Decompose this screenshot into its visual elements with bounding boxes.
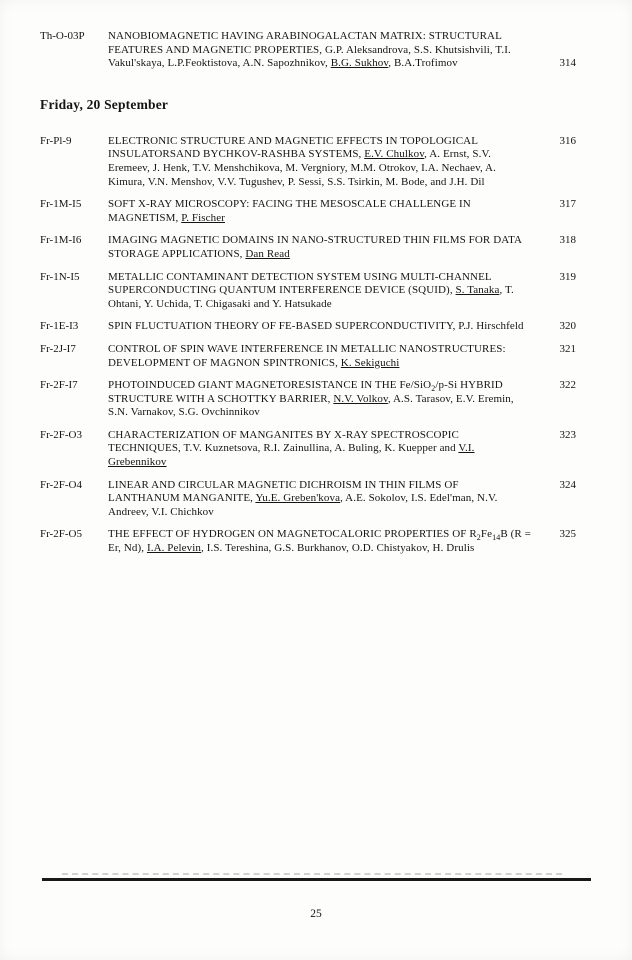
entry-text-segment: CHARACTERIZATION OF MANGANITES BY X-RAY SPECTROSCOPIC TECHNIQUES, T.V. Kuznetsova, R.I. Zainullina, A. Buling, K. Kuepper and — [108, 428, 459, 455]
entry-code: Fr-Pl-9 — [40, 134, 72, 147]
program-entry — [40, 528, 576, 555]
program-entry — [40, 271, 576, 312]
entry-page-number: 322 — [559, 379, 576, 392]
entry-code: Fr-2F-I7 — [40, 379, 78, 392]
program-entry — [40, 320, 576, 334]
entry-text — [108, 320, 540, 334]
entry-author-underlined: P. Fischer — [181, 211, 225, 224]
entry-text-segment: CONTROL OF SPIN WAVE INTERFERENCE IN METALLIC NANOSTRUCTURES: DEVELOPMENT OF MAGNON SPINTRONICS, — [108, 342, 506, 369]
entry-text-segment: LINEAR AND CIRCULAR MAGNETIC DICHROISM IN THIN FILMS OF LANTHANUM MANGANITE, — [108, 478, 459, 505]
entry-page-number: 321 — [559, 342, 576, 355]
entry-text-segment: THE EFFECT OF HYDROGEN ON MAGNETOCALORIC PROPERTIES OF R — [108, 528, 477, 541]
entry-text-segment: , T. Ohtani, Y. Uchida, T. Chigasaki and Y. Hatsukade — [108, 284, 514, 310]
footer-rule — [42, 878, 591, 881]
entry-text — [108, 343, 540, 370]
entry-text — [108, 379, 540, 420]
entry-text-segment: SOFT X-RAY MICROSCOPY: FACING THE MESOSCALE CHALLENGE IN MAGNETISM, — [108, 198, 471, 224]
entry-text-segment: NANOBIOMAGNETIC HAVING ARABINOGALACTAN MATRIX: STRUCTURAL FEATURES AND MAGNETIC PROPERTIES, G.P. Aleksandrova, S.S. Khutsishvili, T.I. Vakul'skaya, L.P.Feoktistova, A.N. Sapozhnikov, — [108, 30, 511, 70]
entry-text-segment: B (R = Er, Nd), — [108, 528, 531, 555]
entry-author-underlined: I.A. Pelevin — [146, 542, 202, 555]
entry-text — [108, 271, 540, 312]
entry-author-underlined: Dan Read — [245, 247, 290, 260]
entry-text — [108, 30, 540, 71]
entry-code: Fr-2F-O5 — [40, 528, 82, 541]
entry-text — [108, 198, 540, 225]
entry-subscript: 14 — [492, 533, 501, 543]
entry-text-segment: IMAGING MAGNETIC DOMAINS IN NANO-STRUCTURED THIN FILMS FOR DATA STORAGE APPLICATIONS, — [108, 234, 522, 260]
entry-text-segment: /p-Si HYBRID STRUCTURE WITH A SCHOTTKY BARRIER, — [108, 379, 503, 405]
program-entry — [40, 198, 576, 225]
entry-text — [108, 234, 540, 261]
entry-text-segment: SPIN FLUCTUATION THEORY OF FE-BASED SUPERCONDUCTIVITY, P.J. Hirschfeld — [108, 320, 524, 333]
entry-page-number: 317 — [559, 198, 576, 211]
entry-page-number: 320 — [559, 320, 576, 333]
entry-author-underlined: N.V. Volkov — [333, 392, 388, 405]
program-entry — [40, 429, 576, 470]
entry-code: Fr-1E-I3 — [40, 320, 79, 333]
entry-text-segment: Fe — [480, 528, 493, 541]
entry-page-number: 316 — [559, 134, 576, 147]
entry-text-segment: , A.S. Tarasov, E.V. Eremin, S.N. Varnakov, S.G. Ovchinnikov — [108, 392, 514, 419]
entry-code: Fr-2F-O3 — [40, 428, 82, 441]
entry-code: Fr-1M-I5 — [40, 198, 82, 211]
program-entry — [40, 479, 576, 520]
entry-author-underlined: K. Sekiguchi — [340, 356, 400, 369]
entry-text-segment: PHOTOINDUCED GIANT MAGNETORESISTANCE IN THE Fe/SiO — [108, 379, 432, 392]
entries-before-heading — [40, 30, 576, 71]
entry-text-segment: , A.E. Sokolov, I.S. Edel'man, N.V. Andreev, V.I. Chichkov — [108, 492, 498, 518]
entry-text — [108, 479, 540, 520]
entry-page-number: 323 — [559, 428, 576, 441]
entry-subscript: 2 — [431, 384, 436, 394]
entry-author-underlined: B.G. Sukhov — [330, 57, 389, 70]
entry-text-segment: , I.S. Tereshina, G.S. Burkhanov, O.D. Chistyakov, H. Drulis — [201, 542, 475, 555]
entry-text-segment: ELECTRONIC STRUCTURE AND MAGNETIC EFFECTS IN TOPOLOGICAL INSULATORSAND BYCHKOV-RASHBA SYSTEMS, — [108, 134, 478, 161]
entry-code: Fr-1M-I6 — [40, 234, 82, 247]
section-heading-date: Friday, 20 September — [40, 96, 169, 112]
entry-code: Fr-2J-I7 — [40, 342, 76, 355]
entry-author-underlined: E.V. Chulkov — [364, 148, 425, 161]
entry-text — [108, 429, 540, 470]
entry-code: Fr-2F-O4 — [40, 478, 82, 491]
entry-page-number: 325 — [559, 528, 576, 541]
program-entry — [40, 379, 576, 420]
entry-text-segment: METALLIC CONTAMINANT DETECTION SYSTEM USING MULTI-CHANNEL SUPERCONDUCTING QUANTUM INTERFERENCE DEVICE (SQUID), — [108, 270, 492, 297]
entry-page-number: 324 — [559, 478, 576, 491]
program-entry — [40, 343, 576, 370]
entry-author-underlined: Yu.E. Greben'kova — [255, 492, 341, 505]
entry-text — [108, 135, 540, 189]
entry-page-number: 318 — [559, 234, 576, 247]
entry-code: Th-O-03P — [40, 30, 85, 42]
entries-friday — [40, 135, 576, 556]
entry-author-underlined: V.I. Grebennikov — [108, 442, 475, 469]
program-entry — [40, 30, 576, 71]
page-number: 25 — [310, 908, 322, 920]
entry-page-number: 319 — [559, 270, 576, 283]
entry-subscript: 2 — [476, 533, 481, 543]
program-entry — [40, 135, 576, 189]
entry-text-segment: , B.A.Trofimov — [388, 57, 458, 70]
program-entry — [40, 234, 576, 261]
entry-author-underlined: S. Tanaka — [455, 284, 500, 297]
entry-text — [108, 528, 540, 555]
entry-page-number: 314 — [559, 57, 576, 70]
entry-text-segment: , A. Ernst, S.V. Eremeev, J. Henk, T.V. Menshchikova, M. Vergniory, M.M. Otrokov, I.A. Nechaev, A. Kimura, V.N. Menshov, V.V. Tugushev, P. Sessi, S.S. Tsirkin, M. Bode, and J.H. Dil — [108, 148, 496, 188]
entry-code: Fr-1N-I5 — [40, 270, 80, 283]
scan-artifact-dashes — [62, 873, 562, 875]
